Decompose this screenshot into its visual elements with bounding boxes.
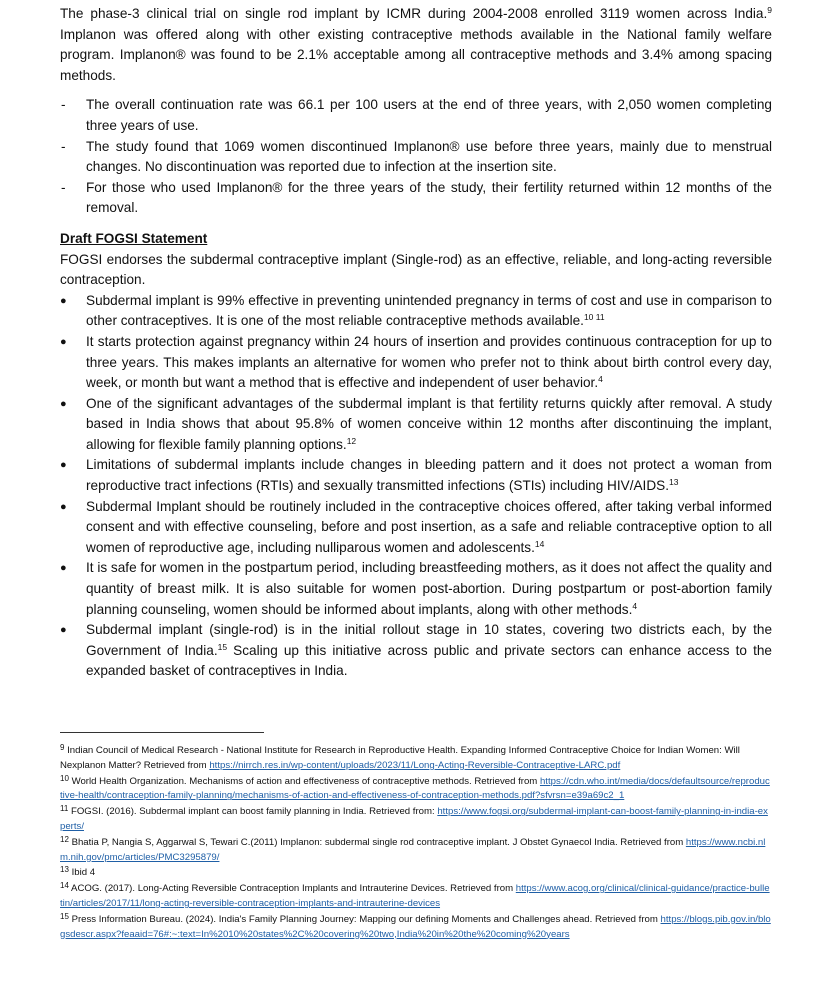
footnote-ref[interactable]: 10 11: [583, 312, 605, 323]
footnote-text: Indian Council of Medical Research - National Institute for Research in Reproductive Health. Expanding Informed Contraceptive Choice for Indian Women: Will Nexplanon Matter? Retrieved from: [60, 745, 740, 771]
footnote-link[interactable]: https://www.ncbi.nlm.nih.gov/pmc/articles/PMC3295879/: [60, 836, 766, 863]
footnote-text: ACOG. (2017). Long-Acting Reversible Contraception Implants and Intrauterine Devices. Retrieved from: [68, 883, 516, 895]
document-page: [60, 0, 772, 682]
bullet-text: Limitations of subdermal implants include changes in bleeding pattern and it does not protect a woman from reproductive tract infections (RTIs) and sexually transmitted infections (STIs) including HIV/AIDS.: [86, 457, 772, 494]
footnote-number: 15: [60, 911, 69, 921]
footnote-ref[interactable]: 13: [669, 477, 679, 488]
footnote-text: FOGSI. (2016). Subdermal implant can boost family planning in India. Retrieved from:: [68, 806, 438, 818]
footnote-number: 13: [60, 865, 69, 875]
footnote-ref[interactable]: 4: [598, 374, 603, 385]
list-item: [60, 332, 772, 394]
bullet-text: Subdermal implant is 99% effective in preventing unintended pregnancy in terms of cost and use in comparison to other contraceptives. It is one of the most reliable contraceptive methods available.: [86, 292, 772, 329]
footnote-link[interactable]: https://blogs.pib.gov.in/blogsdescr.aspx?feaaid=76#:~:text=In%2010%20states%2C%20covering%20two,India%20in%20the%20coming%20years: [60, 913, 771, 940]
list-item: - The study found that 1069 women discontinued Implanon® use before three years, mainly due to menstrual changes. No discontinuation was reported due to infection at the insertion site.: [60, 137, 772, 178]
list-item: [60, 497, 772, 559]
footnote-link[interactable]: https://www.fogsi.org/subdermal-implant-can-boost-family-planning-in-india-experts/: [60, 806, 768, 832]
statement-lead: FOGSI endorses the subdermal contraceptive implant (Single-rod) as an effective, reliable, and long-acting reversible contraception.: [60, 251, 772, 288]
list-item: - The overall continuation rate was 66.1 per 100 users at the end of three years, with 2,050 women completing three years of use.: [60, 95, 772, 136]
list-item: [60, 291, 772, 332]
footnote-11: [60, 805, 772, 835]
statement-bullets: [60, 291, 772, 682]
footnote-14: [60, 882, 772, 912]
footnote-text: Press Information Bureau. (2024). India's Family Planning Journey: Mapping our defining Moments and Challenges ahead. Retrieved from: [68, 913, 661, 925]
intro-text: The phase-3 clinical trial on single rod implant by ICMR during 2004-2008 enrolled 3119 women across India.: [60, 6, 768, 21]
intro-text-continued: Implanon was offered along with other existing contraceptive methods available in the National family welfare program. Implanon® was found to be 2.1% acceptable among all contraceptive methods and 3.4% among spacing methods.: [60, 26, 772, 83]
bullet-text: Subdermal implant (single-rod) is in the initial rollout stage in 10 states, covering two districts each, by the Government of India.: [86, 622, 772, 658]
footnote-link[interactable]: https://www.acog.org/clinical/clinical-guidance/practice-bulletin/articles/2017/11/long-acting-reversible-contraception-implants-and-intrauterine-devices: [60, 883, 770, 909]
footnote-15: [60, 913, 772, 943]
footnote-link[interactable]: https://cdn.who.int/media/docs/defaultsource/reproductive-health/contraception-family-planning/mechanisms-of-action-and-effectiveness-of-contraception-methods.pdf?sfvrsn=e39a69c2_1: [60, 775, 770, 802]
section-title: Draft FOGSI Statement: [60, 230, 208, 246]
footnote-9: [60, 744, 772, 774]
bullet-text: One of the significant advantages of the subdermal implant is that fertility returns quickly after removal. A study based in India shows that about 95.8% of women conceive within 12 months after discontinuing the implant, allowing for flexible family planning options.: [86, 395, 772, 452]
bullet-text-continued: Scaling up this initiative across public and private sectors can enhance access to the expanded basket of contraceptives in India.: [86, 642, 772, 679]
intro-paragraph: [60, 4, 772, 86]
list-item: - For those who used Implanon® for the three years of the study, their fertility returned within 12 months of the removal.: [60, 178, 772, 219]
footnote-ref[interactable]: 15: [217, 641, 228, 652]
footnote-ref[interactable]: 12: [346, 435, 357, 446]
footnote-text: Bhatia P, Nangia S, Aggarwal S, Tewari C.(2011) Implanon: subdermal single rod contraceptive implant. J Obstet Gynaecol India. Retrieved from: [68, 836, 686, 848]
footnote-12: [60, 836, 772, 866]
footnote-divider: [60, 732, 264, 733]
list-item: [60, 558, 772, 620]
footnote-ref[interactable]: 9: [767, 5, 772, 15]
list-item: [60, 394, 772, 456]
footnote-number: 14: [60, 881, 69, 891]
footnote-text: World Health Organization. Mechanisms of action and effectiveness of contraceptive methods. Retrieved from: [68, 775, 540, 787]
footnote-number: 11: [60, 804, 69, 814]
list-item: [60, 620, 772, 682]
footnote-10: [60, 775, 772, 805]
list-item: [60, 455, 772, 496]
footnote-ref[interactable]: 4: [632, 600, 638, 611]
bullet-text: It starts protection against pregnancy within 24 hours of insertion and provides continuous contraception for up to three years. This makes implants an alternative for women who prefer not to think about birth control every day, week, or month but want a method that is effective and independent of user behavior.: [86, 333, 772, 391]
footnote-13: [60, 866, 772, 881]
footnote-link[interactable]: https://nirrch.res.in/wp-content/uploads/2023/11/Long-Acting-Reversible-Contraceptive-LARC.pdf: [209, 759, 621, 771]
bullet-text: Subdermal Implant should be routinely included in the contraceptive choices offered, after taking verbal informed consent and with effective counseling, before and post insertion, as a safe and reliable contraceptive option to all women of reproductive age, including nulliparous women and adolescents.: [86, 498, 772, 555]
footnote-number: 10: [60, 773, 69, 783]
footnote-number: 12: [60, 834, 69, 844]
footnotes: [60, 744, 772, 943]
footnote-number: 9: [60, 743, 65, 752]
footnote-ref[interactable]: 14: [534, 538, 545, 549]
footnote-text: Ibid 4: [68, 867, 96, 879]
findings-list: [60, 95, 772, 219]
bullet-text: It is safe for women in the postpartum period, including breastfeeding mothers, as it does not affect the quality and quantity of breast milk. It is also suitable for women post-abortion. During postpartum or post-abortion family planning counseling, women should be informed about implants, along with other methods.: [86, 560, 772, 617]
